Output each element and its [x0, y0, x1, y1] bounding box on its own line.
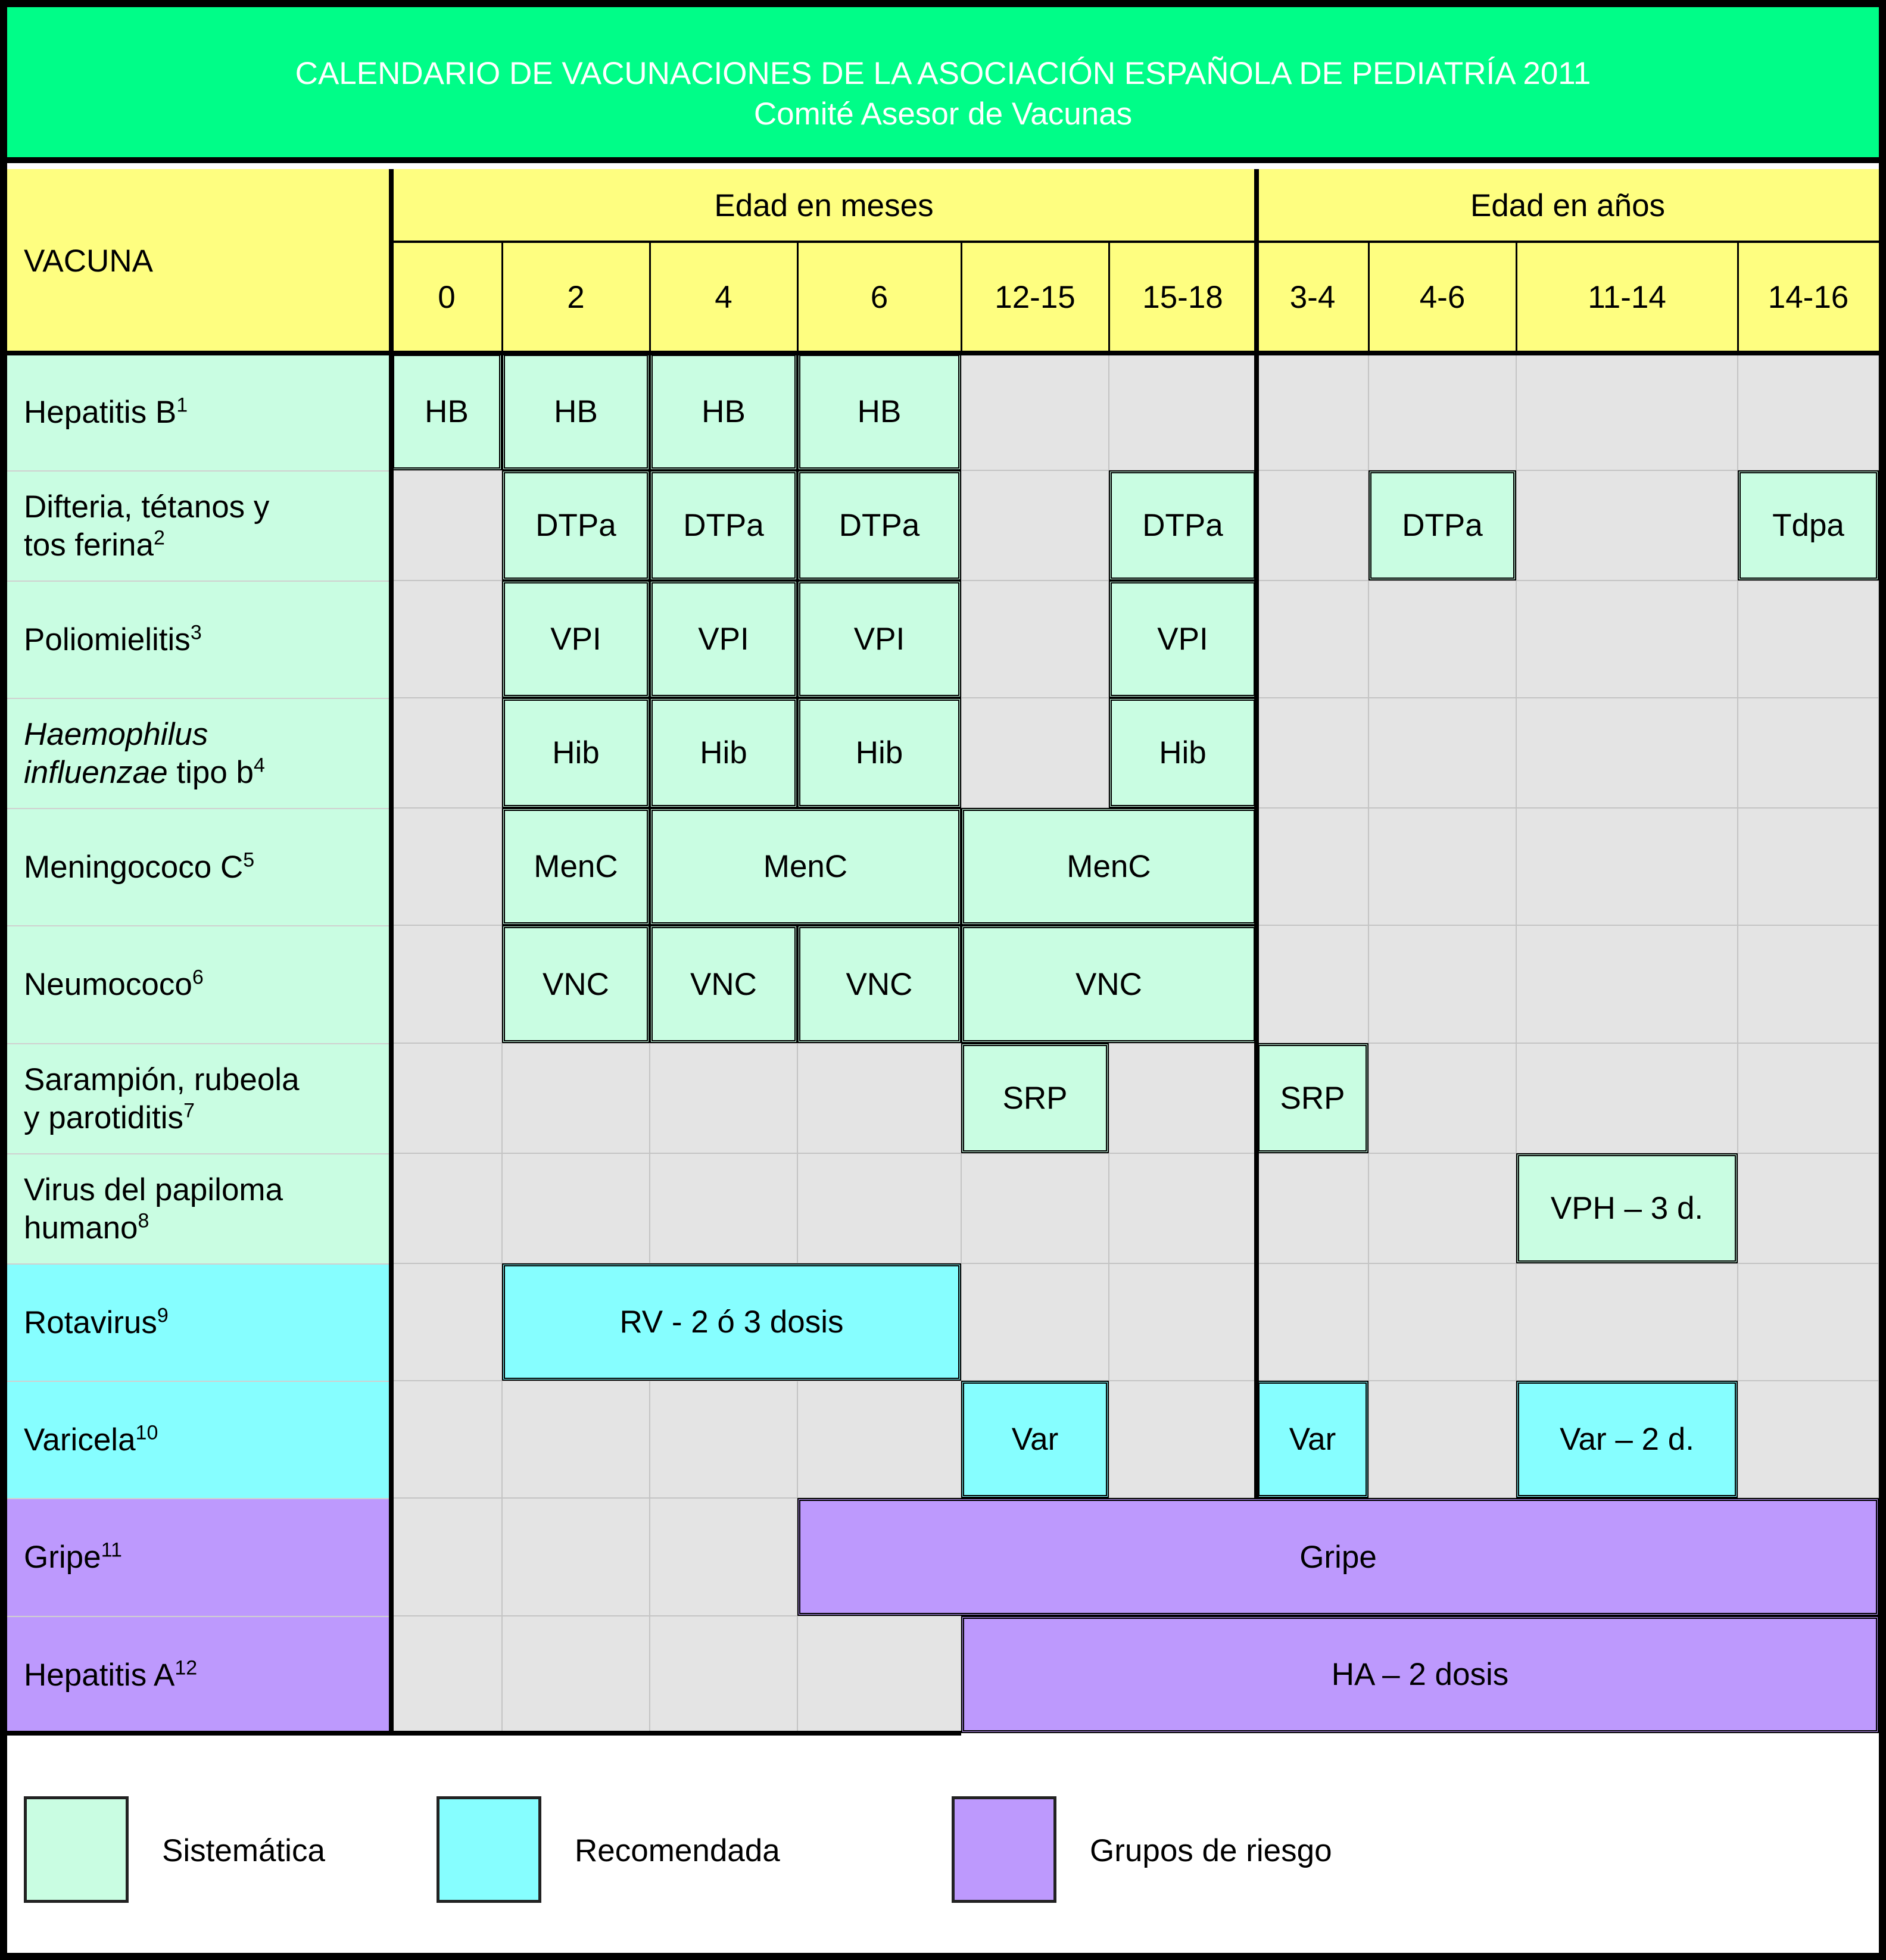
footnote-number: 6	[192, 966, 204, 989]
vaccine-name: Hepatitis A	[24, 1657, 175, 1693]
vaccine-name: Neumococo	[24, 967, 192, 1002]
vaccine-name-line2: humano	[24, 1210, 138, 1246]
vaccine-name: Gripe	[24, 1540, 101, 1575]
age-header-3: 6	[870, 280, 889, 315]
dose-0-0: HB	[391, 353, 502, 470]
dose-1-5: Tdpa	[1738, 470, 1879, 580]
age-header-2: 4	[715, 280, 732, 315]
page-subtitle: Comité Asesor de Vacunas	[753, 96, 1133, 132]
dose-5-1: VNC	[650, 925, 797, 1043]
vaccine-column-header: VACUNA	[24, 243, 153, 279]
dose-1-1: DTPa	[650, 470, 797, 580]
vaccine-name: Virus del papiloma	[24, 1172, 283, 1207]
dose-3-0: Hib	[502, 698, 650, 808]
dose-9-2: Var – 2 d.	[1516, 1381, 1738, 1498]
dose-5-3: VNC	[961, 925, 1257, 1043]
legend-label-sistematica: Sistemática	[162, 1833, 325, 1868]
vaccine-name: Difteria, tétanos y	[24, 489, 270, 525]
footnote-number: 11	[101, 1538, 122, 1562]
vaccine-name: Poliomielitis	[24, 622, 191, 657]
footnote-number: 9	[157, 1303, 169, 1327]
footnote-number: 3	[190, 620, 202, 644]
dose-11-0: HA – 2 dosis	[961, 1616, 1879, 1733]
dose-6-0: SRP	[961, 1043, 1109, 1153]
age-header-4: 12-15	[995, 280, 1076, 315]
dose-2-1: VPI	[650, 580, 797, 698]
age-header-0: 0	[438, 280, 456, 315]
dose-3-2: Hib	[797, 698, 961, 808]
footnote-number: 4	[254, 753, 265, 776]
vaccine-name: Haemophilus	[24, 716, 208, 752]
vaccine-name: Sarampión, rubeola	[24, 1062, 300, 1097]
age-header-6: 3-4	[1289, 280, 1336, 315]
dose-9-1: Var	[1257, 1381, 1368, 1498]
footnote-number: 2	[154, 526, 165, 549]
dose-2-0: VPI	[502, 580, 650, 698]
age-header-9: 14-16	[1767, 280, 1849, 315]
age-header-8: 11-14	[1588, 280, 1666, 315]
vaccine-name: Rotavirus	[24, 1304, 157, 1340]
dose-6-1: SRP	[1257, 1043, 1368, 1153]
dose-9-0: Var	[961, 1381, 1109, 1498]
dose-4-1: MenC	[650, 808, 961, 925]
vaccine-name-line2: influenzae	[24, 754, 168, 790]
page-title: CALENDARIO DE VACUNACIONES DE LA ASOCIACIÓN ESPAÑOLA DE PEDIATRÍA 2011	[295, 56, 1591, 91]
dose-2-3: VPI	[1109, 580, 1257, 698]
vaccine-name: Hepatitis B	[24, 394, 177, 430]
dose-0-2: HB	[650, 353, 797, 470]
months-group-header: Edad en meses	[714, 188, 934, 223]
age-header-5: 15-18	[1142, 280, 1223, 315]
footnote-number: 1	[176, 393, 188, 416]
legend-label-grupos_riesgo: Grupos de riesgo	[1090, 1833, 1332, 1868]
dose-0-1: HB	[502, 353, 650, 470]
dose-2-2: VPI	[797, 580, 961, 698]
vaccine-name: Varicela	[24, 1422, 136, 1457]
footnote-number: 10	[135, 1421, 158, 1444]
dose-1-3: DTPa	[1109, 470, 1257, 580]
dose-0-3: HB	[797, 353, 961, 470]
dose-7-0: VPH – 3 d.	[1516, 1153, 1738, 1263]
footnote-number: 8	[138, 1209, 149, 1232]
vaccine-name-suffix: tipo b	[167, 754, 254, 790]
dose-1-0: DTPa	[502, 470, 650, 580]
age-header-7: 4-6	[1419, 280, 1466, 315]
dose-3-3: Hib	[1109, 698, 1257, 808]
age-header-1: 2	[567, 280, 585, 315]
dose-8-0: RV - 2 ó 3 dosis	[502, 1263, 961, 1381]
dose-1-4: DTPa	[1368, 470, 1516, 580]
footnote-number: 7	[183, 1098, 195, 1122]
years-group-header: Edad en años	[1470, 188, 1666, 223]
dose-4-0: MenC	[502, 808, 650, 925]
footnote-number: 12	[174, 1656, 198, 1679]
dose-5-0: VNC	[502, 925, 650, 1043]
legend-label-recomendada: Recomendada	[575, 1833, 780, 1868]
dose-10-0: Gripe	[797, 1498, 1879, 1616]
dose-3-1: Hib	[650, 698, 797, 808]
dose-1-2: DTPa	[797, 470, 961, 580]
vaccine-name: Meningococo C	[24, 849, 244, 885]
dose-4-2: MenC	[961, 808, 1257, 925]
vaccine-name-line2: tos ferina	[24, 527, 154, 563]
dose-5-2: VNC	[797, 925, 961, 1043]
footnote-number: 5	[243, 848, 255, 871]
vaccine-name-line2: y parotiditis	[24, 1100, 184, 1135]
